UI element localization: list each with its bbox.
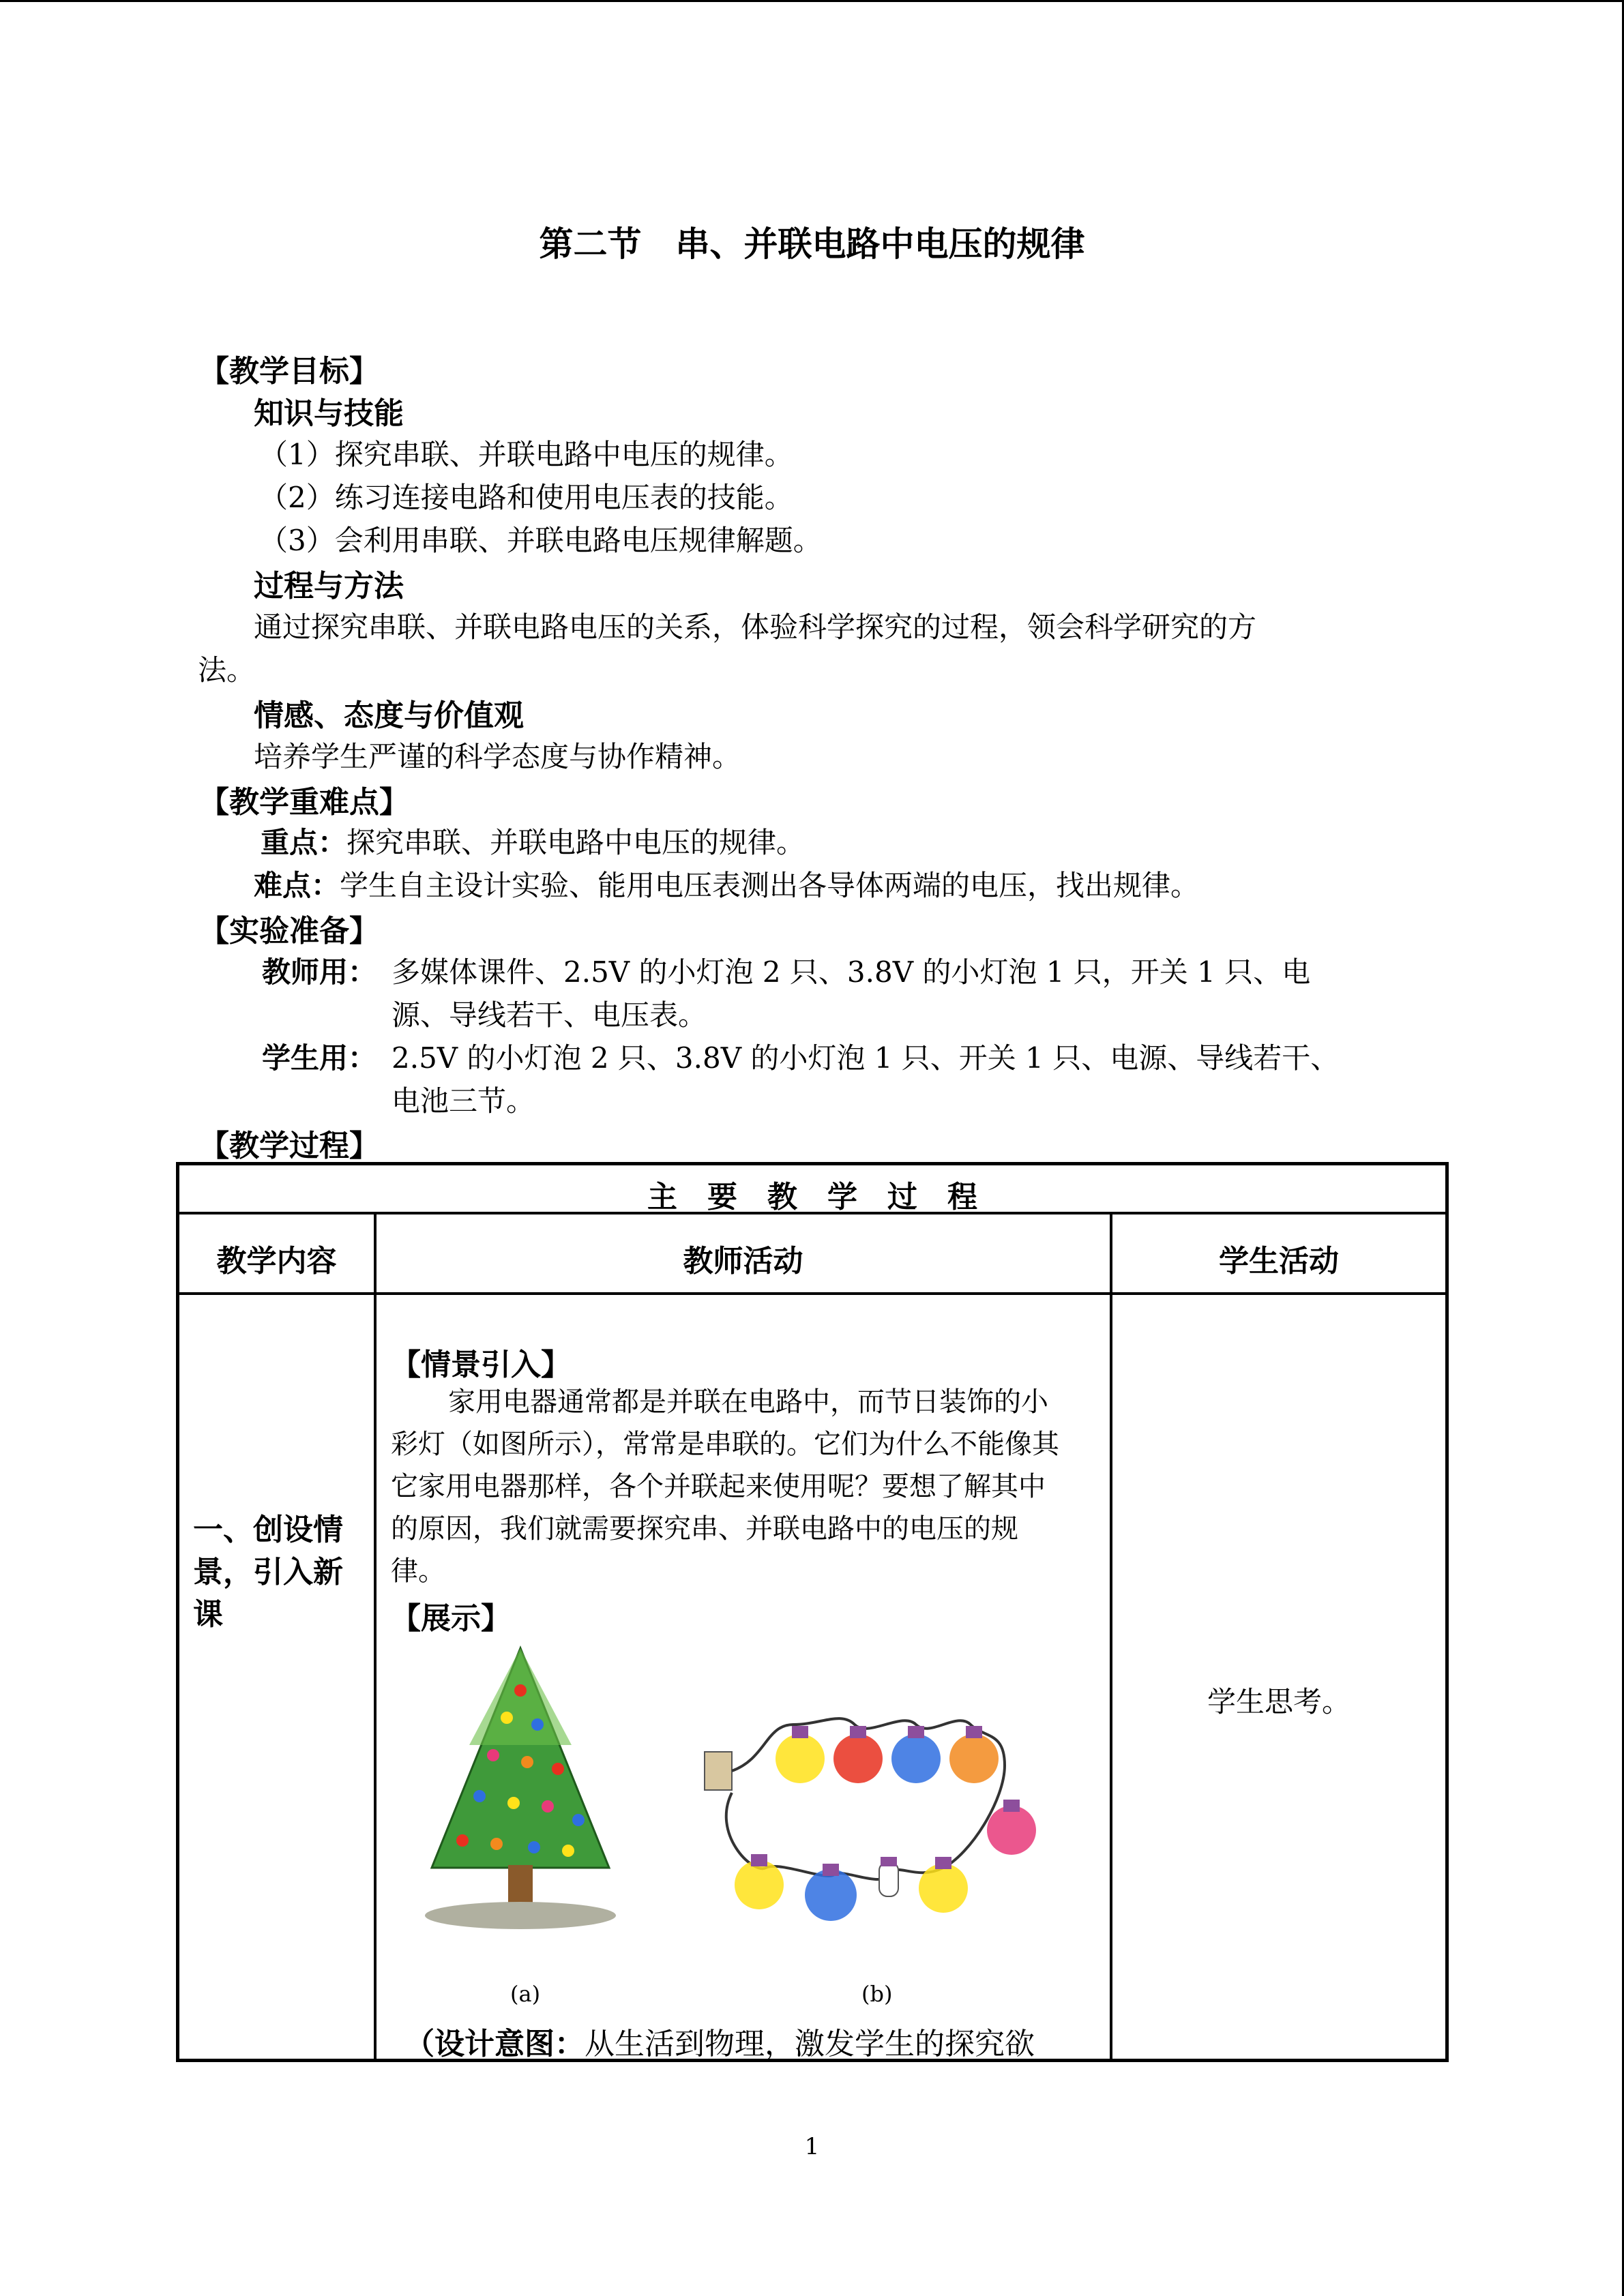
difficult-point-row — [254, 863, 1199, 904]
show-heading: 【展示】 — [391, 1601, 511, 1636]
teaching-process-table — [176, 1162, 1449, 2062]
emotion-text: 培养学生严谨的科学态度与协作精神。 — [254, 740, 741, 773]
intro-line-4: 的原因，我们就需要探究串、并联电路中的电压的规 — [391, 1513, 1018, 1545]
table-header-student: 学生活动 — [1219, 1244, 1339, 1279]
key-point-text: 探究串联、并联电路中电压的规律。 — [346, 826, 806, 859]
preparation-heading: 【实验准备】 — [199, 914, 379, 949]
difficult-point-label: 难点： — [254, 869, 340, 902]
intro-line-3: 它家用电器那样，各个并联起来使用呢？要想了解其中 — [391, 1471, 1046, 1502]
intro-line-5: 律。 — [391, 1555, 445, 1587]
tree-ground — [425, 1902, 616, 1929]
intro-paragraph — [391, 1381, 1059, 1592]
knowledge-heading: 知识与技能 — [254, 396, 404, 431]
emotion-heading: 情感、态度与价值观 — [254, 698, 524, 733]
table-header-teacher: 教师活动 — [683, 1244, 803, 1279]
knowledge-item-3: （3）会利用串联、并联电路电压规律解题。 — [259, 524, 822, 557]
row1-content-line-2: 景，引入新 — [193, 1555, 343, 1590]
table-header-content: 教学内容 — [216, 1244, 337, 1279]
intro-line-1: 家用电器通常都是并联在电路中，而节日装饰的小 — [448, 1386, 1048, 1418]
page-title: 第二节 串、并联电路中电压的规律 — [539, 224, 1085, 264]
christmas-tree-illustration — [404, 1643, 636, 1943]
intro-heading: 【情景引入】 — [391, 1347, 571, 1382]
student-line-1: 2.5V 的小灯泡 2 只、3.8V 的小灯泡 1 只、开关 1 只、电源、导线若干、 — [392, 1041, 1340, 1075]
student-line-2: 电池三节。 — [392, 1084, 535, 1118]
teacher-line-1: 多媒体课件、2.5V 的小灯泡 2 只、3.8V 的小灯泡 1 只，开关 1 只、电 — [392, 955, 1311, 989]
knowledge-item-2: （2）练习连接电路和使用电压表的技能。 — [259, 481, 793, 514]
difficult-point-text: 学生自主设计实验、能用电压表测出各导体两端的电压，找出规律。 — [340, 869, 1200, 902]
process-method-line-1: 通过探究串联、并联电路电压的关系，体验科学探究的过程，领会科学研究的方 — [254, 610, 1257, 644]
teacher-label: 教师用： — [262, 955, 377, 989]
process-method-heading: 过程与方法 — [254, 569, 404, 603]
design-intent-text: 从生活到物理，激发学生的探究欲 — [585, 2027, 1035, 2061]
objectives-heading: 【教学目标】 — [199, 354, 379, 389]
label-b: (b) — [861, 1981, 893, 2007]
design-intent-label: （设计意图： — [404, 2027, 585, 2061]
bulbs — [735, 1726, 1036, 1921]
design-intent — [404, 2019, 1035, 2063]
page-border-top — [0, 0, 1624, 2]
intro-line-2: 彩灯（如图所示），常常是串联的。它们为什么不能像其 — [391, 1429, 1059, 1460]
table-vline-1 — [374, 1213, 377, 2059]
student-activity: 学生思考。 — [1207, 1685, 1350, 1718]
string-lights-illustration — [684, 1684, 1066, 1943]
row1-content-line-1: 一、创设情 — [193, 1512, 343, 1547]
key-point-row — [261, 820, 805, 861]
teacher-line-2: 源、导线若干、电压表。 — [392, 998, 707, 1032]
label-a: (a) — [510, 1981, 541, 2007]
process-heading: 【教学过程】 — [199, 1129, 379, 1163]
key-point-label: 重点： — [261, 826, 347, 859]
row1-content — [193, 1509, 343, 1636]
knowledge-item-1: （1）探究串联、并联电路中电压的规律。 — [259, 438, 793, 471]
wall-socket — [705, 1752, 732, 1790]
table-caption: 主 要 教 学 过 程 — [647, 1180, 977, 1214]
table-vline-2 — [1110, 1213, 1112, 2059]
row1-content-line-3: 课 — [193, 1597, 223, 1632]
key-points-heading: 【教学重难点】 — [199, 785, 409, 820]
process-method-line-2: 法。 — [198, 653, 256, 687]
table-hline-2 — [179, 1292, 1445, 1295]
student-label: 学生用： — [262, 1041, 377, 1075]
page-number: 1 — [804, 2133, 820, 2160]
